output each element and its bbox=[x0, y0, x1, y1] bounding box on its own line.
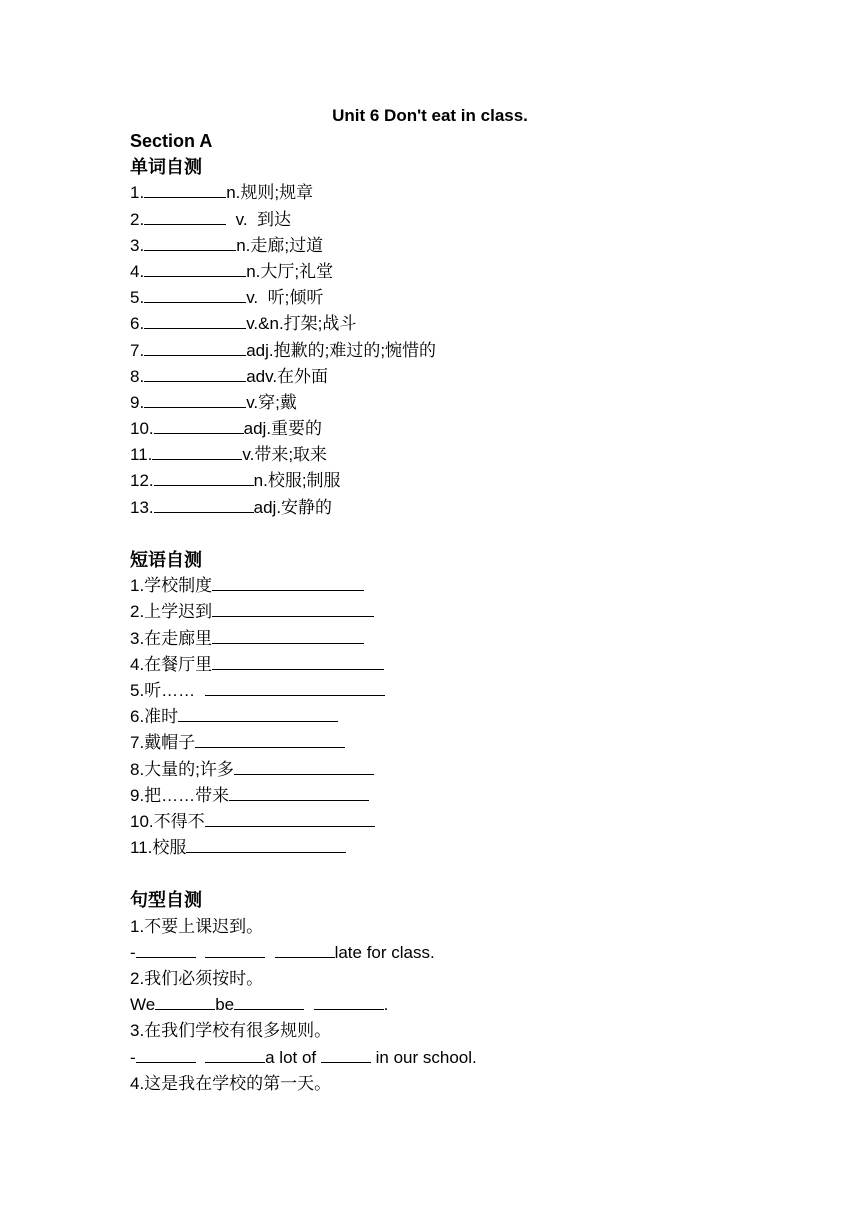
answer-blank[interactable] bbox=[234, 992, 304, 1010]
answer-blank[interactable] bbox=[136, 940, 196, 958]
page-title: Unit 6 Don't eat in class. bbox=[332, 106, 528, 125]
answer-blank[interactable] bbox=[144, 207, 226, 225]
vocab-item bbox=[130, 442, 810, 468]
answer-blank[interactable] bbox=[154, 416, 244, 434]
answer-blank[interactable] bbox=[314, 992, 384, 1010]
phrase-item bbox=[130, 652, 810, 678]
phrase-prompt: 2.上学迟到 bbox=[130, 602, 213, 622]
phrase-item bbox=[130, 573, 810, 599]
vocab-number: 5. bbox=[130, 288, 145, 308]
phrase-prompt: 1.学校制度 bbox=[130, 576, 213, 596]
vocab-item bbox=[130, 233, 810, 259]
answer-blank[interactable] bbox=[195, 730, 345, 748]
answer-blank[interactable] bbox=[144, 364, 246, 382]
vocab-definition: v. 到达 bbox=[226, 209, 292, 229]
phrase-prompt: 10.不得不 bbox=[130, 811, 205, 831]
vocab-number: 8. bbox=[130, 366, 145, 386]
answer-blank[interactable] bbox=[152, 442, 242, 460]
phrase-item bbox=[130, 757, 810, 783]
vocab-number: 1. bbox=[130, 183, 145, 203]
answer-blank[interactable] bbox=[154, 468, 254, 486]
vocab-number: 9. bbox=[130, 392, 145, 412]
vocab-number: 13. bbox=[130, 497, 154, 517]
answer-blank[interactable] bbox=[178, 704, 338, 722]
spacer bbox=[130, 861, 810, 887]
answer-blank[interactable] bbox=[144, 285, 246, 303]
vocab-definition: v.&n.打架;战斗 bbox=[246, 314, 357, 334]
vocab-item bbox=[130, 285, 810, 311]
phrase-item bbox=[130, 704, 810, 730]
answer-blank[interactable] bbox=[212, 573, 364, 591]
vocab-definition: adj.安静的 bbox=[253, 497, 333, 517]
sentence-prompt: 2.我们必须按时。 bbox=[130, 969, 264, 988]
section-title: Section A bbox=[130, 131, 213, 151]
answer-blank[interactable] bbox=[212, 652, 384, 670]
phrase-item bbox=[130, 626, 810, 652]
phrase-item bbox=[130, 730, 810, 756]
answer-prefix: We bbox=[130, 995, 156, 1015]
vocab-item bbox=[130, 259, 810, 285]
answer-end: in our school. bbox=[370, 1047, 477, 1067]
answer-blank[interactable] bbox=[275, 940, 335, 958]
vocab-number: 12. bbox=[130, 471, 154, 491]
answer-blank[interactable] bbox=[205, 1045, 265, 1063]
answer-blank[interactable] bbox=[234, 757, 374, 775]
phrase-prompt: 7.戴帽子 bbox=[130, 733, 196, 753]
answer-end: . bbox=[383, 995, 389, 1015]
vocab-number: 7. bbox=[130, 340, 145, 360]
worksheet-content bbox=[130, 128, 810, 1097]
vocab-definition: v.穿;戴 bbox=[246, 392, 297, 412]
vocab-item bbox=[130, 416, 810, 442]
phrase-prompt: 5.听…… bbox=[130, 680, 205, 700]
sentence-answer bbox=[130, 1045, 810, 1071]
spacer bbox=[130, 521, 810, 547]
answer-blank[interactable] bbox=[144, 390, 246, 408]
answer-blank[interactable] bbox=[321, 1045, 371, 1063]
answer-blank[interactable] bbox=[144, 180, 226, 198]
answer-blank[interactable] bbox=[205, 940, 265, 958]
phrase-prompt: 3.在走廊里 bbox=[130, 628, 213, 648]
sentence-prompt: 3.在我们学校有很多规则。 bbox=[130, 1021, 332, 1041]
vocab-number: 10. bbox=[130, 419, 154, 439]
vocab-item bbox=[130, 390, 810, 416]
answer-blank[interactable] bbox=[144, 338, 246, 356]
phrase-item bbox=[130, 783, 810, 809]
answer-blank[interactable] bbox=[144, 259, 246, 277]
answer-blank[interactable] bbox=[212, 599, 374, 617]
phrase-prompt: 11.校服 bbox=[130, 838, 187, 858]
vocab-definition: n.校服;制服 bbox=[253, 471, 341, 491]
answer-middle: be bbox=[215, 995, 235, 1015]
vocab-number: 6. bbox=[130, 314, 145, 334]
answer-blank[interactable] bbox=[154, 495, 254, 513]
vocab-definition: adj.抱歉的;难过的;惋惜的 bbox=[246, 340, 437, 360]
answer-blank[interactable] bbox=[229, 783, 369, 801]
vocab-item bbox=[130, 180, 810, 206]
answer-middle: a lot of bbox=[265, 1047, 321, 1067]
sentence-prompt: 1.不要上课迟到。 bbox=[130, 916, 264, 936]
phrase-prompt: 6.准时 bbox=[130, 707, 179, 727]
phrases-heading: 短语自测 bbox=[130, 550, 202, 570]
vocab-definition: v.带来;取来 bbox=[242, 445, 328, 465]
answer-blank[interactable] bbox=[144, 233, 236, 251]
answer-blank[interactable] bbox=[212, 626, 364, 644]
vocab-item bbox=[130, 468, 810, 494]
phrase-item bbox=[130, 599, 810, 625]
phrase-item bbox=[130, 678, 810, 704]
vocab-number: 3. bbox=[130, 235, 145, 255]
vocab-definition: adj.重要的 bbox=[243, 419, 323, 439]
vocab-definition: n.规则;规章 bbox=[226, 183, 314, 203]
vocab-definition: n.走廊;过道 bbox=[236, 235, 324, 255]
sentence-answer bbox=[130, 992, 810, 1018]
answer-blank[interactable] bbox=[205, 678, 385, 696]
answer-blank[interactable] bbox=[136, 1045, 196, 1063]
vocab-number: 4. bbox=[130, 261, 145, 281]
answer-prefix: - bbox=[130, 942, 136, 962]
vocab-item bbox=[130, 207, 810, 233]
answer-prefix: - bbox=[130, 1047, 136, 1067]
answer-blank[interactable] bbox=[186, 835, 346, 853]
vocab-definition: n.大厅;礼堂 bbox=[246, 261, 334, 281]
phrase-item bbox=[130, 809, 810, 835]
answer-blank[interactable] bbox=[144, 311, 246, 329]
sentence-prompt: 4.这是我在学校的第一天。 bbox=[130, 1073, 332, 1093]
phrase-prompt: 8.大量的;许多 bbox=[130, 759, 234, 779]
sentences-heading: 句型自测 bbox=[130, 890, 202, 911]
vocab-item bbox=[130, 495, 810, 521]
vocab-definition: adv.在外面 bbox=[246, 366, 329, 386]
phrase-prompt: 9.把……带来 bbox=[130, 785, 230, 805]
vocab-item bbox=[130, 364, 810, 390]
vocab-number: 11. bbox=[130, 445, 153, 465]
answer-blank[interactable] bbox=[155, 992, 215, 1010]
vocab-item bbox=[130, 338, 810, 364]
vocab-number: 2. bbox=[130, 209, 145, 229]
vocab-item bbox=[130, 311, 810, 337]
answer-blank[interactable] bbox=[205, 809, 375, 827]
vocab-definition: v. 听;倾听 bbox=[246, 288, 324, 308]
answer-suffix: late for class. bbox=[334, 942, 435, 962]
vocab-heading: 单词自测 bbox=[130, 157, 202, 178]
phrase-prompt: 4.在餐厅里 bbox=[130, 654, 213, 674]
sentence-answer bbox=[130, 940, 810, 966]
phrase-item bbox=[130, 835, 810, 861]
